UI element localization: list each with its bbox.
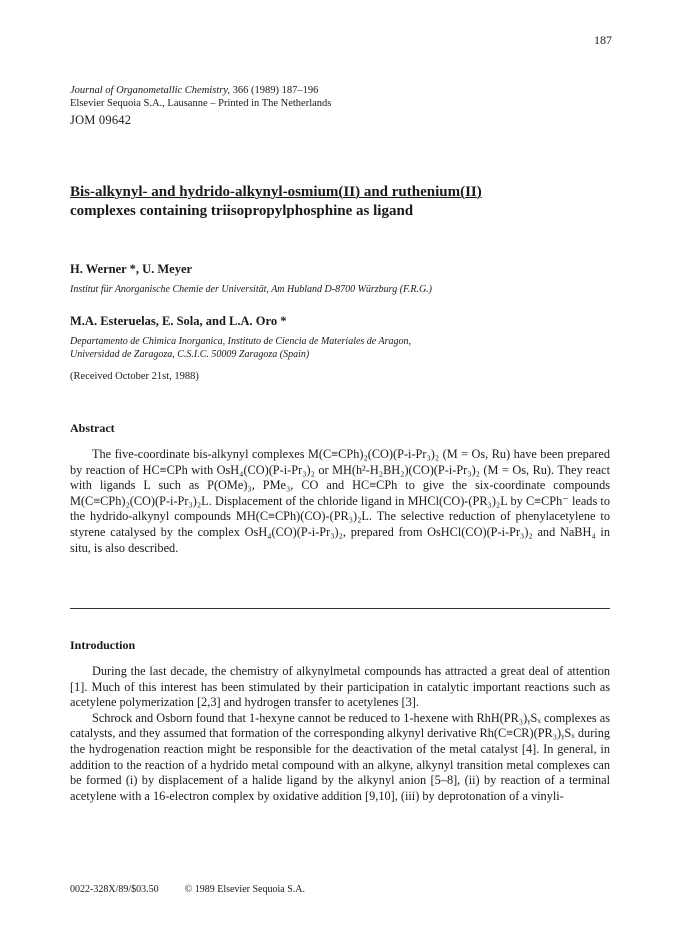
introduction-heading: Introduction (70, 638, 136, 652)
journal-title: Journal of Organometallic Chemistry, (70, 85, 231, 96)
page-number: 187 (594, 33, 612, 47)
introduction-paragraph-2: Schrock and Osborn found that 1-hexyne cannot be reduced to 1-hexene with RhH(PR₃)ᵧSₓ complexes as catalysts, and they assumed that formation of the corresponding alkynyl derivative Rh(C≡CR)(PR₃)ᵧSₓ during the hydrogenation reaction might be responsible for the deactivation of the metal catalyst [4]. In general, in addition to the reaction of a hydrido metal compound with an alkyne, alkynyl transition metal complexes can be formed (i) by displacement of a halide ligand by the alkynyl anion [5–8], (ii) by reaction of a terminal acetylene with a 16-electron complex by oxidative addition [9,10], (iii) by deprotonation of a vinyli- (70, 710, 610, 803)
affiliation-1: Institut für Anorganische Chemie der Universität, Am Hubland D-8700 Würzburg (F.R.G.) (70, 284, 433, 295)
affiliation-2 (70, 335, 411, 361)
introduction-paragraph-1: During the last decade, the chemistry of alkynylmetal compounds has attracted a great deal of attention [1]. Much of this interest has been stimulated by their participation in catalytic important reactions such as acetylene polymerization [2,3] and hydrogen transfer to acetylenes [3]. (70, 664, 610, 710)
abstract-text: The five-coordinate bis-alkynyl complexes M(C≡CPh)₂(CO)(P-i-Pr₃)₂ (M = Os, Ru) have been prepared by reaction of HC≡CPh with OsH₄(CO)(P-i-Pr₃)₂ or MH(h²-H₂BH₂)(CO)(P-i-Pr₃)₂ (M = Os, Ru). They react with ligands L such as P(OMe)₃, PMe₃, CO and HC≡CPh to give the six-coordinate compounds M(C≡CPh)₂(CO)(P-i-Pr₃)₂L. Displacement of the chloride ligand in MHCl(CO)-(PR₃)₂L by C≡CPh⁻ leads to the hydrido-alkynyl compounds MH(C≡CPh)(CO)-(PR₃)₂L. The selective reduction of phenylacetylene to styrene catalysed by the complex OsH₄(CO)(P-i-Pr₃)₂, prepared from OsHCl(CO)(P-i-Pr₃)₂ and NaBH₄ in situ, is also described. (70, 447, 610, 555)
abstract-heading: Abstract (70, 421, 115, 435)
section-divider (70, 608, 610, 609)
page-footer (70, 884, 305, 895)
copyright-notice: © 1989 Elsevier Sequoia S.A. (184, 884, 305, 895)
affiliation-2-line-1: Departamento de Chimica Inorganica, Instituto de Ciencia de Materiales de Aragon, (70, 336, 412, 347)
jom-code: JOM 09642 (70, 113, 132, 127)
article-title-line-1: Bis-alkynyl- and hydrido-alkynyl-osmium(II) and ruthenium(II) (70, 184, 482, 200)
author-group-2: M.A. Esteruelas, E. Sola, and L.A. Oro * (70, 314, 287, 328)
author-group-1: H. Werner *, U. Meyer (70, 262, 193, 276)
issn-price-code: 0022-328X/89/$03.50 (70, 884, 159, 895)
introduction-body (70, 664, 610, 804)
journal-publisher: Elsevier Sequoia S.A., Lausanne – Printed in The Netherlands (70, 98, 332, 109)
article-title-line-2: complexes containing triisopropylphosphine as ligand (70, 203, 414, 219)
journal-header (70, 84, 331, 110)
article-title (70, 183, 630, 221)
received-date: (Received October 21st, 1988) (70, 371, 199, 382)
journal-citation-line (70, 84, 331, 97)
affiliation-2-line-2: Universidad de Zaragoza, C.S.I.C. 50009 Zaragoza (Spain) (70, 349, 310, 360)
journal-volume: 366 (1989) 187–196 (230, 85, 319, 96)
